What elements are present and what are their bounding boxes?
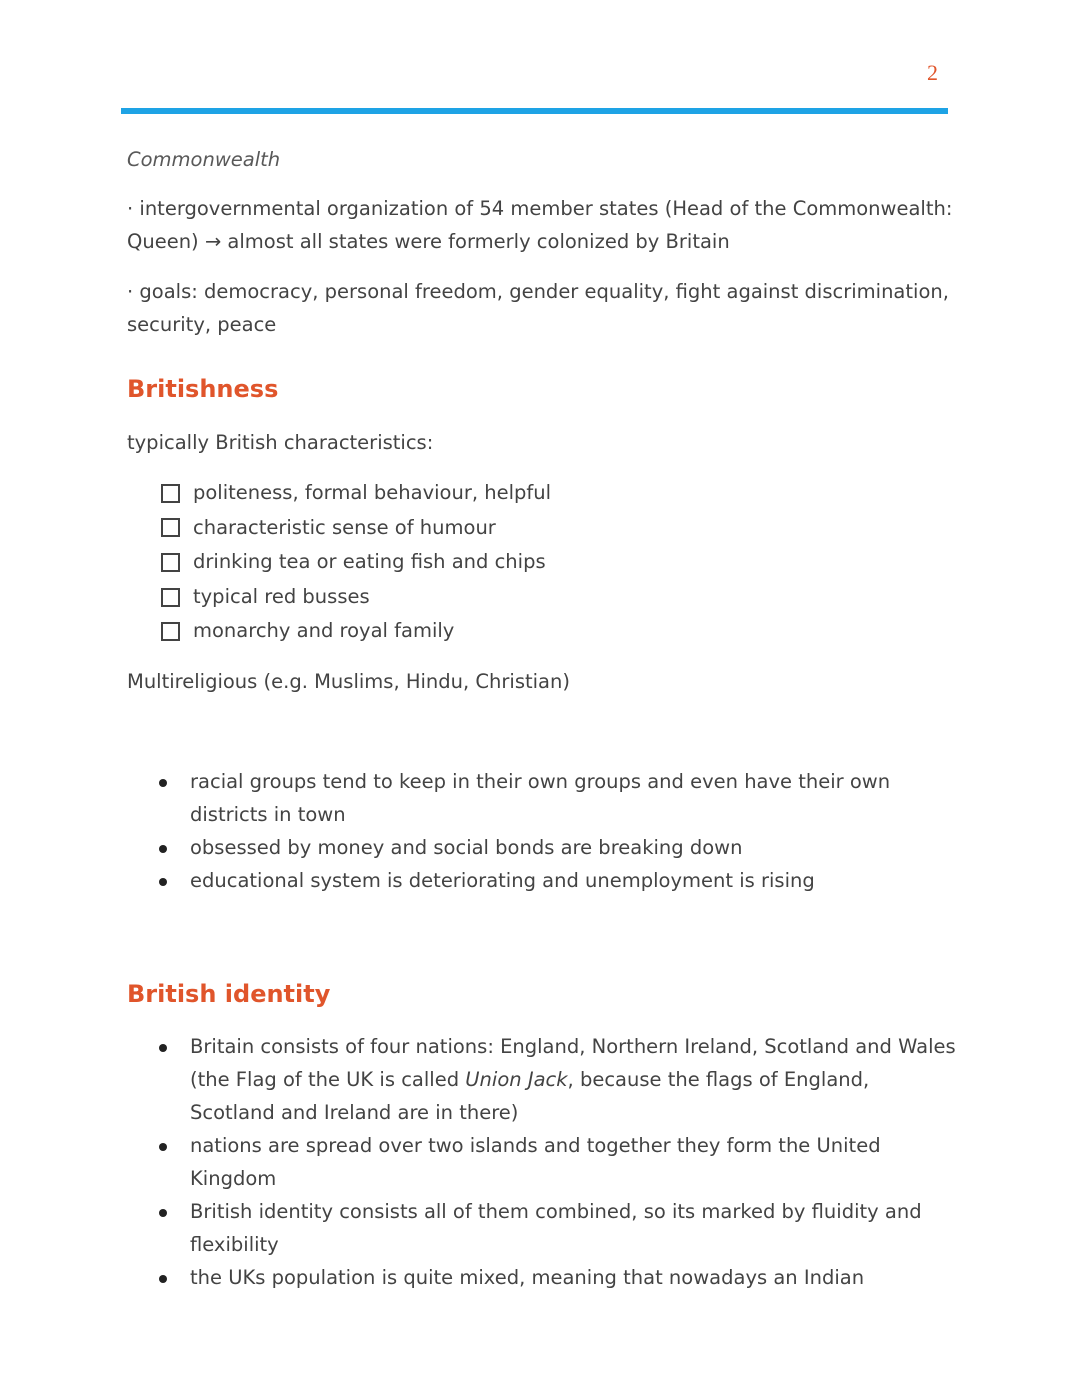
bullet-icon xyxy=(159,1275,167,1283)
checkbox-icon xyxy=(161,484,180,503)
list-item: nations are spread over two islands and together they form the United Kingdom xyxy=(159,1129,957,1195)
identity-bullets xyxy=(127,1030,957,1294)
checkbox-icon xyxy=(161,588,180,607)
checkbox-icon xyxy=(161,518,180,537)
checklist-item: monarchy and royal family xyxy=(161,614,957,649)
checklist-item: characteristic sense of humour xyxy=(161,511,957,546)
page-number: 2 xyxy=(927,60,938,85)
list-item: the UKs population is quite mixed, meaning that nowadays an Indian xyxy=(159,1261,957,1294)
britishness-bullets xyxy=(127,765,957,897)
checklist-item: typical red busses xyxy=(161,580,957,615)
checklist-item: politeness, formal behaviour, helpful xyxy=(161,476,957,511)
list-item: British identity consists all of them combined, so its marked by fluidity and flexibility xyxy=(159,1195,957,1261)
religion-note: Multireligious (e.g. Muslims, Hindu, Christian) xyxy=(127,669,570,693)
bullet-icon xyxy=(159,845,167,853)
checkbox-icon xyxy=(161,622,180,641)
list-item: racial groups tend to keep in their own groups and even have their own districts in town xyxy=(159,765,957,831)
bullet-icon xyxy=(159,1143,167,1151)
header-rule xyxy=(121,108,948,114)
identity-title: British identity xyxy=(127,979,331,1008)
bullet-icon xyxy=(159,779,167,787)
britishness-intro: typically British characteristics: xyxy=(127,431,434,454)
commonwealth-point-1: · intergovernmental organization of 54 member states (Head of the Commonwealth: Queen) → almost all states were formerly colonized by Britain xyxy=(127,197,953,253)
britishness-title: Britishness xyxy=(127,375,279,403)
list-item: educational system is deteriorating and unemployment is rising xyxy=(159,864,957,897)
commonwealth-point-2: · goals: democracy, personal freedom, gender equality, fight against discrimination, security, peace xyxy=(127,280,949,336)
checkbox-icon xyxy=(161,553,180,572)
bullet-icon xyxy=(159,1044,167,1052)
document-body xyxy=(127,140,957,1294)
list-item: obsessed by money and social bonds are breaking down xyxy=(159,831,957,864)
characteristics-checklist xyxy=(127,476,957,649)
list-item: Britain consists of four nations: England, Northern Ireland, Scotland and Wales (the Flag of the UK is called Union Jack, because the flags of England, Scotland and Ireland are in there) xyxy=(159,1030,957,1129)
checklist-item: drinking tea or eating fish and chips xyxy=(161,545,957,580)
bullet-icon xyxy=(159,1209,167,1217)
bullet-icon xyxy=(159,878,167,886)
commonwealth-heading: Commonwealth xyxy=(127,148,281,171)
